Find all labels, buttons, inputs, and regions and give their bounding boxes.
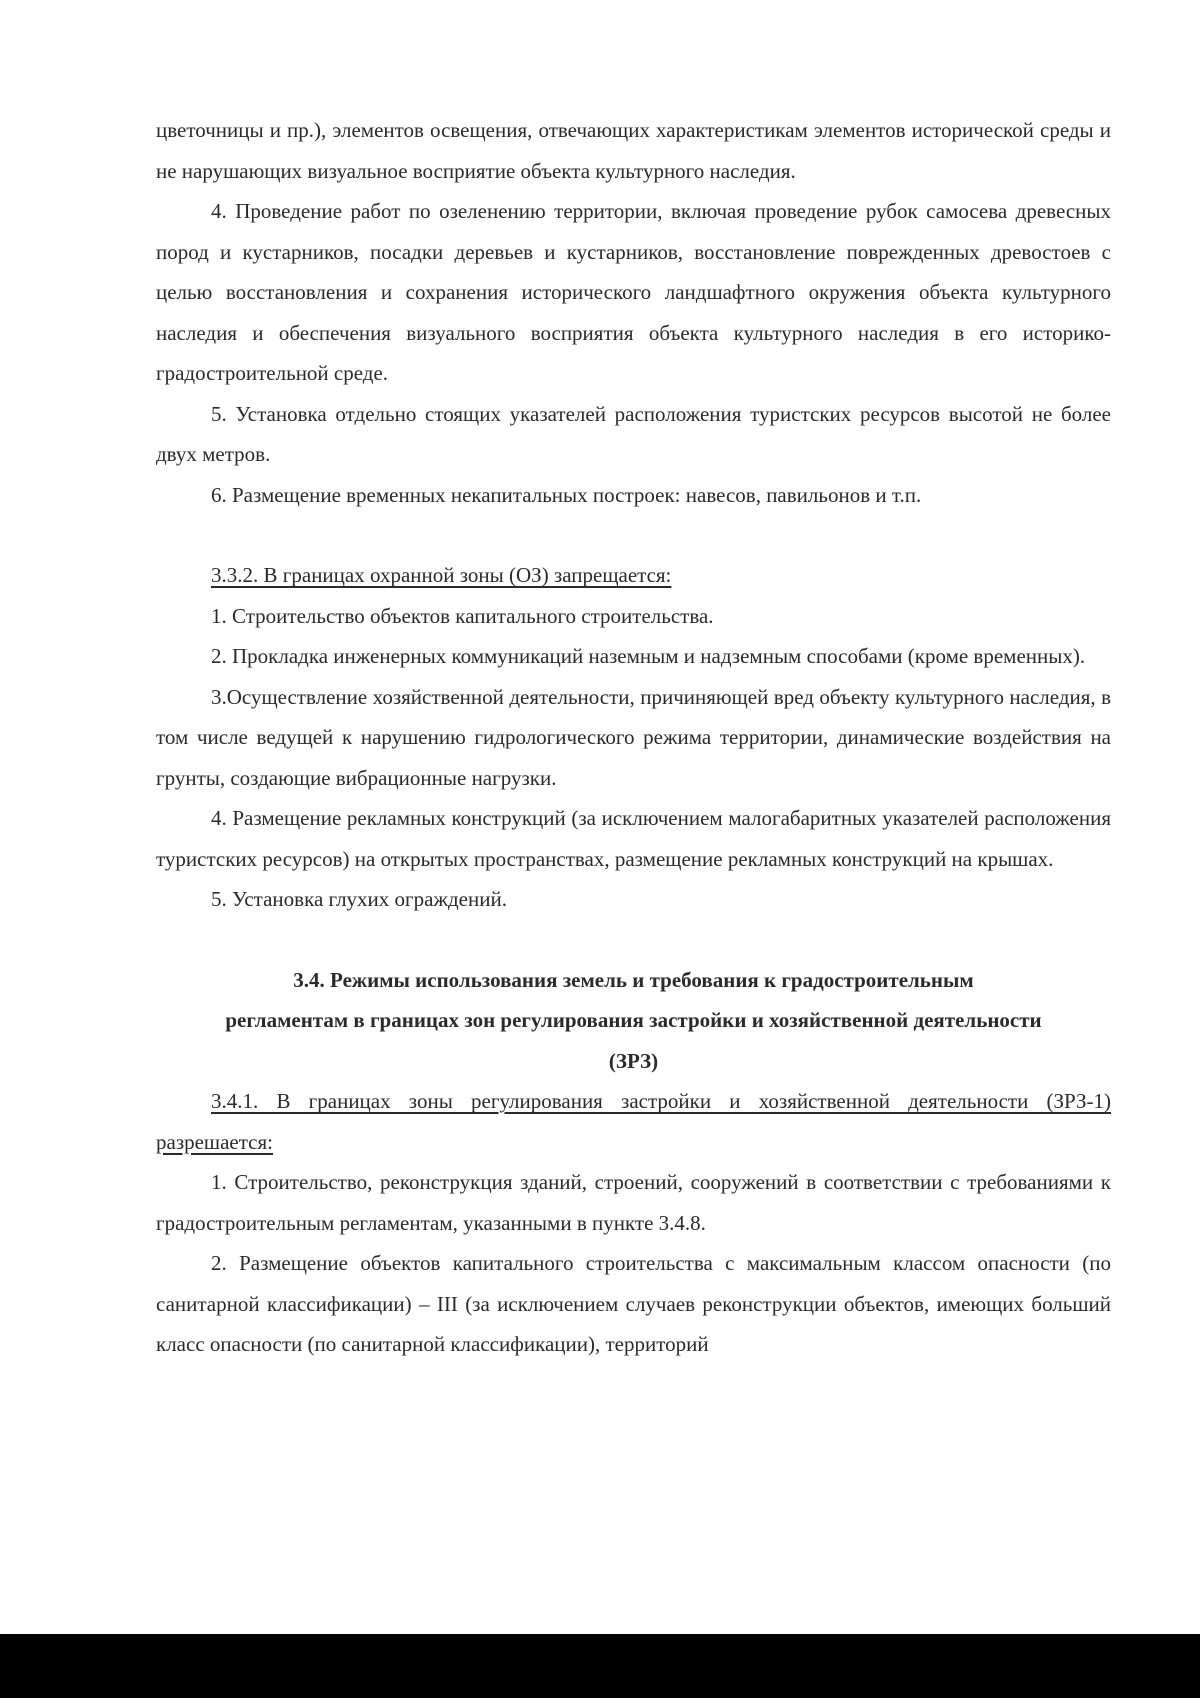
section-heading-line-3: (ЗРЗ) bbox=[608, 1048, 659, 1073]
oz-subheading-text: 3.3.2. В границах охранной зоны (ОЗ) запрещается: bbox=[211, 563, 672, 587]
zrz-subheading bbox=[156, 1081, 1111, 1162]
scan-border bbox=[0, 1634, 1200, 1698]
zrz-item-1: 1. Строительство, реконструкция зданий, строений, сооружений в соответствии с требованиями к градостроительным регламентам, указанными в пункте 3.4.8. bbox=[156, 1170, 1111, 1235]
oz-item-1: 1. Строительство объектов капитального строительства. bbox=[211, 603, 714, 628]
paragraph-continuation: цветочницы и пр.), элементов освещения, отвечающих характеристикам элементов исторической среды и не нарушающих визуальное восприятие объекта культурного наследия. bbox=[156, 118, 1111, 183]
paragraph-item-5: 5. Установка отдельно стоящих указателей расположения туристских ресурсов высотой не более двух метров. bbox=[156, 401, 1111, 466]
spacer bbox=[156, 515, 1111, 555]
zrz-item-2: 2. Размещение объектов капитального строительства с максимальным классом опасности (по санитарной классификации) – III (за исключением случаев реконструкции объектов, имеющих больший класс опасности (по санитарной классификации), территорий bbox=[156, 1251, 1111, 1356]
oz-item-3: 3.Осуществление хозяйственной деятельности, причиняющей вред объекту культурного наследия, в том числе ведущей к нарушению гидрологического режима территории, динамические воздействия на грунты, создающие вибрационные нагрузки. bbox=[156, 684, 1111, 790]
section-heading-line-2: регламентам в границах зон регулирования застройки и хозяйственной деятельности bbox=[225, 1008, 1042, 1032]
paragraph-item-4: 4. Проведение работ по озеленению территории, включая проведение рубок самосева древесных пород и кустарников, посадки деревьев и кустарников, восстановление поврежденных древостоев с целью восстановления и сохранения исторического ландшафтного окружения объекта культурного наследия и обеспечения визуального восприятия объекта культурного наследия в его историко-градостроительной среде. bbox=[156, 199, 1111, 385]
document-body bbox=[156, 110, 1111, 1365]
spacer bbox=[156, 920, 1111, 960]
oz-subheading bbox=[156, 555, 1111, 596]
zrz-subheading-text: 3.4.1. В границах зоны регулирования застройки и хозяйственной деятельности (ЗРЗ-1) разрешается: bbox=[156, 1089, 1111, 1154]
paragraph-item-6: 6. Размещение временных некапитальных построек: навесов, павильонов и т.п. bbox=[211, 482, 922, 507]
section-heading-line-1: 3.4. Режимы использования земель и требования к градостроительным bbox=[293, 967, 974, 992]
oz-item-4: 4. Размещение рекламных конструкций (за исключением малогабаритных указателей расположения туристских ресурсов) на открытых пространствах, размещение рекламных конструкций на крышах. bbox=[156, 806, 1111, 871]
oz-item-5: 5. Установка глухих ограждений. bbox=[211, 887, 507, 911]
oz-item-2: 2. Прокладка инженерных коммуникаций наземным и надземным способами (кроме временных). bbox=[211, 644, 1086, 668]
